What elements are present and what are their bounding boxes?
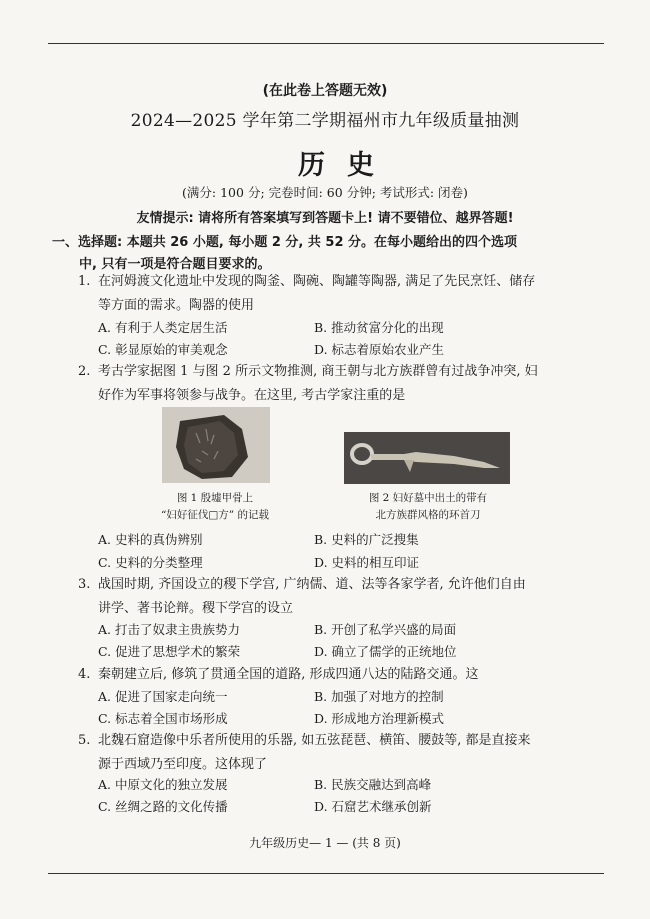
exam-info: (满分: 100 分; 完卷时间: 60 分钟; 考试形式: 闭卷): [182, 185, 468, 200]
exam-title: 2024—2025 学年第二学期福州市九年级质量抽测: [130, 111, 520, 131]
question-stem-line: 战国时期, 齐国设立的稷下学宫, 广纳儒、道、法等各家学者, 允许他们自由: [98, 577, 526, 592]
question-number: 5.: [78, 733, 91, 748]
question-stem-line: 秦朝建立后, 修筑了贯通全国的道路, 形成四通八达的陆路交通。这: [98, 667, 479, 682]
question-number: 2.: [78, 364, 91, 379]
option-d: D. 标志着原始农业产生: [314, 342, 445, 357]
oracle-bone-photo: [162, 407, 270, 483]
friendly-tip: 友情提示: 请将所有答案填写到答题卡上! 请不要错位、越界答题!: [136, 211, 514, 226]
figure-2-caption-line-2: 北方族群风格的环首刀: [375, 509, 481, 521]
figure-1-caption: [150, 490, 280, 524]
question-number: 4.: [78, 667, 91, 682]
option-a: A. 中原文化的独立发展: [98, 777, 228, 792]
option-b: B. 史料的广泛搜集: [314, 532, 419, 547]
option-d: D. 史料的相互印证: [314, 555, 420, 570]
question-stem-line: 北魏石窟造像中乐者所使用的乐器, 如五弦琵琶、横笛、腰鼓等, 都是直接来: [98, 733, 531, 748]
question-stem-line: 讲学、著书论辩。稷下学宫的设立: [98, 601, 294, 616]
option-a: A. 史料的真伪辨别: [98, 532, 203, 547]
top-rule: [48, 43, 604, 44]
option-d: D. 石窟艺术继承创新: [314, 799, 432, 814]
notice-text: (在此卷上答题无效): [262, 83, 388, 99]
question-stem-line: 好作为军事将领参与战争。在这里, 考古学家注重的是: [98, 388, 406, 403]
option-b: B. 开创了私学兴盛的局面: [314, 622, 457, 637]
section-line-1: 一、选择题: 本题共 26 小题, 每小题 2 分, 共 52 分。在每小题给出的四个选项: [52, 235, 518, 250]
option-c: C. 丝绸之路的文化传播: [98, 799, 228, 814]
ring-pommel-knife-photo: [344, 432, 510, 484]
option-a: A. 有利于人类定居生活: [98, 320, 228, 335]
option-c: C. 史料的分类整理: [98, 555, 203, 570]
option-b: B. 加强了对地方的控制: [314, 689, 444, 704]
section-line-2: 中, 只有一项是符合题目要求的。: [79, 257, 271, 272]
question-stem-line: 考古学家据图 1 与图 2 所示文物推测, 商王朝与北方族群曾有过战争冲突, 妇: [98, 364, 538, 379]
figure-1-caption-line-2: “妇好征伐□方” 的记载: [161, 509, 269, 521]
option-d: D. 形成地方治理新模式: [314, 711, 445, 726]
question-stem-line: 等方面的需求。陶器的使用: [98, 298, 255, 313]
option-a: A. 打击了奴隶主贵族势力: [98, 622, 240, 637]
page-footer: 九年级历史— 1 — (共 8 页): [249, 836, 401, 850]
question-number: 1.: [78, 274, 91, 289]
option-c: C. 促进了思想学术的繁荣: [98, 644, 241, 659]
option-a: A. 促进了国家走向统一: [98, 689, 228, 704]
option-b: B. 民族交融达到高峰: [314, 777, 432, 792]
figure-2-caption-line-1: 图 2 妇好墓中出土的带有: [368, 492, 488, 504]
option-c: C. 彰显原始的审美观念: [98, 342, 228, 357]
question-stem-line: 在河姆渡文化遗址中发现的陶釜、陶碗、陶罐等陶器, 满足了先民烹饪、储存: [98, 274, 536, 289]
figure-2-caption: [340, 490, 516, 524]
option-c: C. 标志着全国市场形成: [98, 711, 228, 726]
question-number: 3.: [78, 577, 91, 592]
figure-1-caption-line-1: 图 1 殷墟甲骨上: [176, 492, 254, 504]
question-stem-line: 源于西域乃至印度。这体现了: [98, 757, 268, 772]
option-d: D. 确立了儒学的正统地位: [314, 644, 457, 659]
subject-title: 历史: [298, 150, 396, 181]
option-b: B. 推动贫富分化的出现: [314, 320, 444, 335]
bottom-rule: [48, 873, 604, 874]
